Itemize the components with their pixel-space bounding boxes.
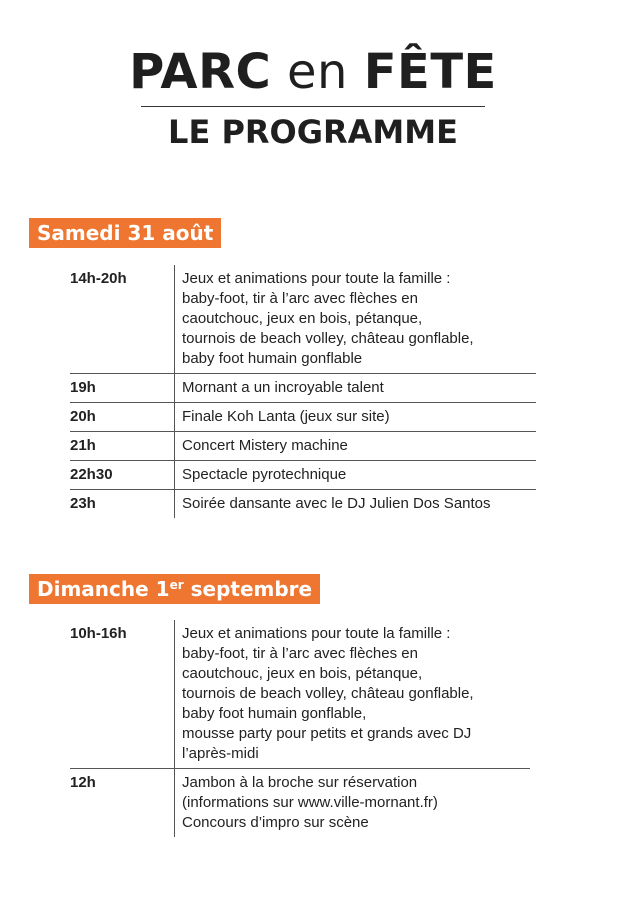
event-description: Jambon à la broche sur réservation (informations sur www.ville-mornant.fr) Concours d’impro sur scène xyxy=(174,769,530,837)
title-parc: PARC xyxy=(129,44,272,100)
schedule-row xyxy=(70,769,530,837)
schedule-row xyxy=(70,265,536,374)
title-divider xyxy=(141,106,485,107)
schedule-sunday xyxy=(70,620,530,837)
schedule-row xyxy=(70,374,536,403)
event-time: 21h xyxy=(70,437,96,454)
page-subtitle: LE PROGRAMME xyxy=(168,113,458,151)
event-description: Soirée dansante avec le DJ Julien Dos Santos xyxy=(174,490,536,518)
event-description: Jeux et animations pour toute la famille : baby-foot, tir à l’arc avec flèches en caoutchouc, jeux en bois, pétanque, tournois de beach volley, château gonflable, baby foot humain gonflable xyxy=(174,265,536,373)
event-description: Finale Koh Lanta (jeux sur site) xyxy=(174,403,536,431)
schedule-saturday xyxy=(70,265,536,518)
event-time: 14h-20h xyxy=(70,270,127,287)
title-en: en xyxy=(287,44,348,100)
event-time: 10h-16h xyxy=(70,625,127,642)
day-label-sup: er xyxy=(169,578,184,592)
page-title xyxy=(0,44,626,100)
schedule-row xyxy=(70,432,536,461)
event-time: 23h xyxy=(70,495,96,512)
event-description: Spectacle pyrotechnique xyxy=(174,461,536,489)
event-time: 22h30 xyxy=(70,466,113,483)
title-fete: FÊTE xyxy=(363,44,497,100)
schedule-row xyxy=(70,490,536,518)
day-label: Samedi 31 août xyxy=(37,221,214,245)
schedule-row xyxy=(70,620,530,769)
event-description: Jeux et animations pour toute la famille : baby-foot, tir à l’arc avec flèches en caoutchouc, jeux en bois, pétanque, tournois de beach volley, château gonflable, baby foot humain gonflable, mousse party pour petits et grands avec DJ l’après-midi xyxy=(174,620,530,768)
day-header-sunday xyxy=(29,574,320,604)
day-header-saturday xyxy=(29,218,221,248)
event-time: 19h xyxy=(70,379,96,396)
day-label-end: septembre xyxy=(183,577,313,601)
schedule-row xyxy=(70,403,536,432)
event-time: 20h xyxy=(70,408,96,425)
day-label-main: Dimanche 1 xyxy=(37,577,170,601)
schedule-row xyxy=(70,461,536,490)
event-time: 12h xyxy=(70,774,96,791)
event-description: Mornant a un incroyable talent xyxy=(174,374,536,402)
event-description: Concert Mistery machine xyxy=(174,432,536,460)
